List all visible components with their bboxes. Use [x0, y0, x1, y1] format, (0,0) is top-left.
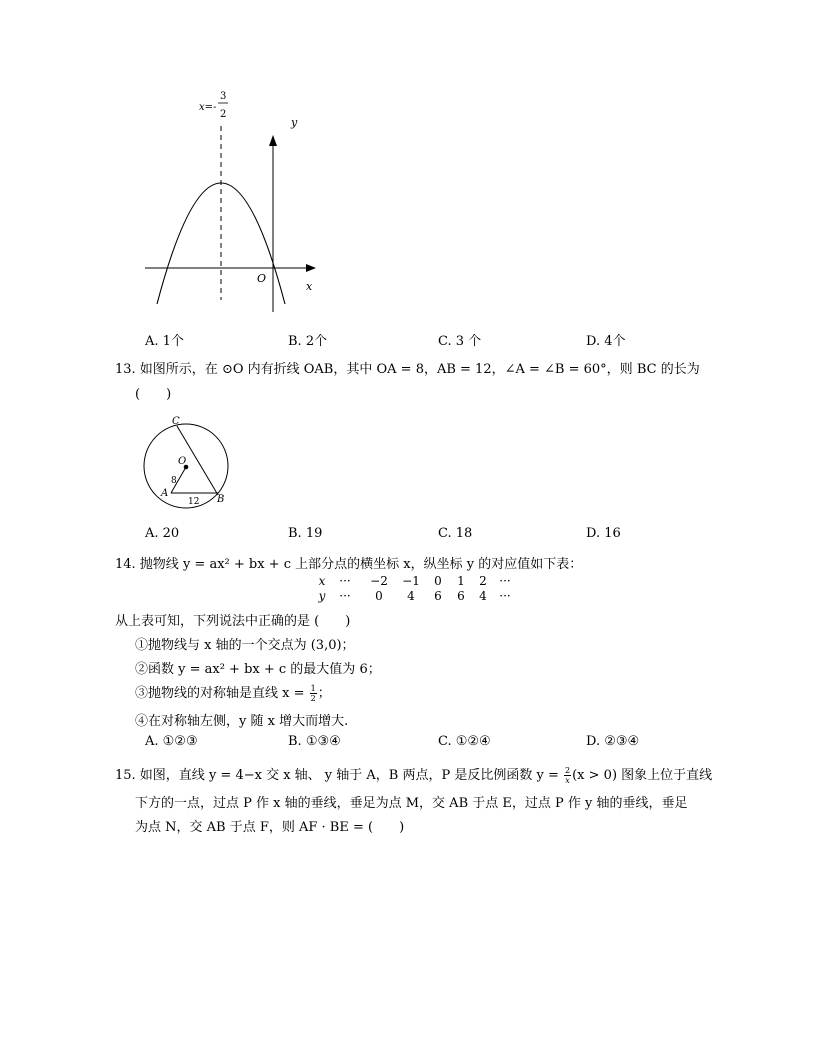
symmetry-label-den: 2	[220, 109, 227, 120]
q13-stem-line2: ( )	[135, 387, 172, 402]
label-o: O	[178, 456, 187, 467]
q14-option-d[interactable]: D. ②③④	[586, 734, 640, 749]
table-y-cell: 6	[457, 589, 465, 603]
x-axis-arrow	[306, 264, 316, 272]
label-c: C	[172, 416, 180, 427]
fraction-one-half	[310, 684, 317, 703]
q13-option-b[interactable]: B. 19	[288, 526, 323, 541]
q14-statement-1: ①抛物线与 x 轴的一个交点为 (3,0)；	[135, 638, 355, 653]
fraction-two-over-x	[564, 766, 571, 785]
table-y-header: y	[318, 589, 326, 603]
q12-option-c[interactable]: C. 3 个	[438, 334, 482, 349]
fraction-denominator: 2	[310, 694, 316, 703]
parabola-figure	[130, 80, 330, 320]
q15-stem-line3: 为点 N，交 AB 于点 F，则 AF · BE = ( )	[135, 820, 405, 835]
q12-option-b[interactable]: B. 2个	[288, 334, 328, 349]
origin-label: O	[257, 272, 267, 285]
fraction-denominator: x	[565, 776, 570, 785]
table-y-cell: 0	[375, 589, 383, 603]
symmetry-label-num: 3	[220, 91, 227, 102]
table-x-cell: −1	[402, 574, 420, 588]
table-y-cell: ···	[499, 589, 511, 603]
circle-figure	[140, 410, 240, 510]
q13-option-d[interactable]: D. 16	[586, 526, 621, 541]
symmetry-label: x=-	[199, 102, 217, 113]
q14-option-a[interactable]: A. ①②③	[145, 734, 198, 749]
fraction-numerator: 1	[310, 684, 316, 693]
y-axis-label: y	[291, 116, 298, 129]
table-x-cell: 0	[434, 574, 442, 588]
table-x-header: x	[318, 574, 326, 588]
q15-stem-line1	[115, 764, 712, 785]
label-a: A	[161, 488, 169, 499]
q15-stem-line2: 下方的一点，过点 P 作 x 轴的垂线，垂足为点 M，交 AB 于点 E，过点 P 作 y 轴的垂线，垂足	[135, 796, 688, 811]
table-y-cell: 4	[479, 589, 487, 603]
fraction-numerator: 2	[565, 766, 571, 775]
q13-option-c[interactable]: C. 18	[438, 526, 473, 541]
table-x-cell: −2	[370, 574, 388, 588]
q14-statement-3-end: ；	[317, 686, 331, 701]
q13-stem-line1: 13. 如图所示，在 ⊙O 内有折线 OAB，其中 OA = 8，AB = 12，∠A = ∠B = 60°，则 BC 的长为	[115, 362, 700, 377]
q14-statement-2: ②函数 y = ax² + bx + c 的最大值为 6；	[135, 662, 381, 677]
q14-option-c[interactable]: C. ①②④	[438, 734, 491, 749]
y-axis-arrow	[269, 135, 277, 146]
table-x-cell: ···	[499, 574, 511, 588]
q15-stem-text-b: (x > 0) 图象上位于直线	[572, 768, 713, 783]
q14-stem-line1: 14. 抛物线 y = ax² + bx + c 上部分点的横坐标 x，纵坐标 y 的对应值如下表：	[115, 557, 583, 572]
table-y-cell: 6	[434, 589, 442, 603]
label-oa-length: 8	[171, 476, 177, 486]
label-ab-length: 12	[188, 497, 200, 507]
q14-value-table	[312, 574, 522, 606]
table-y-cell: 4	[407, 589, 415, 603]
q14-statement-3	[135, 682, 331, 703]
label-b: B	[217, 494, 225, 505]
table-x-cell: 1	[457, 574, 465, 588]
q14-statement-4: ④在对称轴左侧，y 随 x 增大而增大.	[135, 714, 349, 729]
q12-option-d[interactable]: D. 4个	[586, 334, 626, 349]
table-x-cell: 2	[479, 574, 487, 588]
x-axis-label: x	[306, 280, 313, 293]
q12-option-a[interactable]: A. 1个	[145, 334, 184, 349]
q14-stem-line2: 从上表可知，下列说法中正确的是 ( )	[115, 614, 351, 629]
q13-option-a[interactable]: A. 20	[145, 526, 180, 541]
q15-stem-text-a: 15. 如图，直线 y = 4−x 交 x 轴、 y 轴于 A，B 两点，P 是反比例函数 y =	[115, 768, 559, 783]
q14-statement-3-text: ③抛物线的对称轴是直线 x =	[135, 686, 305, 701]
table-y-cell: ···	[339, 589, 351, 603]
q14-option-b[interactable]: B. ①③④	[288, 734, 341, 749]
table-x-cell: ···	[339, 574, 351, 588]
